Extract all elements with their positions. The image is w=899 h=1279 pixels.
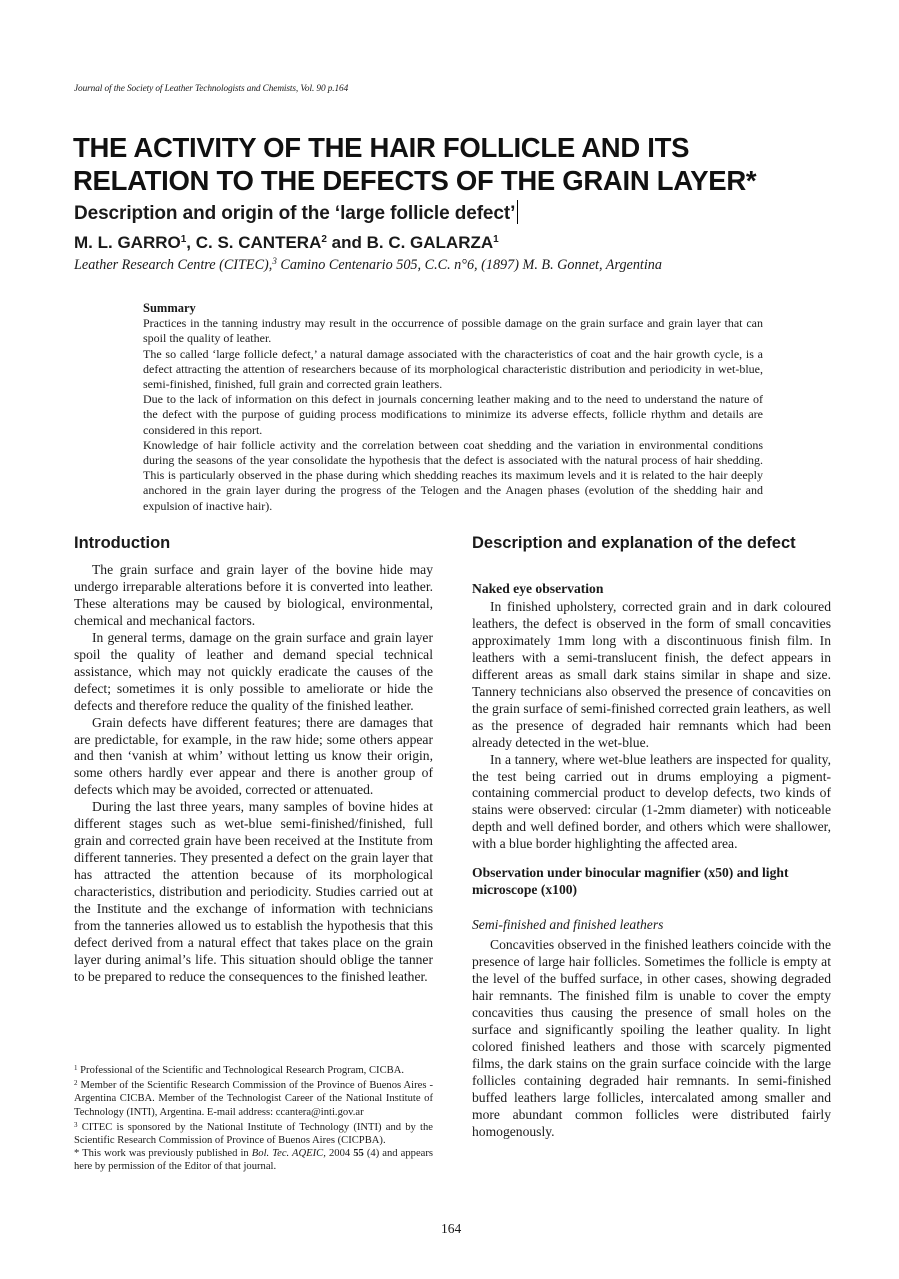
naked-eye-heading: Naked eye observation (472, 581, 604, 596)
footnote-text: * This work was previously published in (74, 1148, 252, 1160)
author-name: M. L. GARRO (74, 233, 181, 252)
author-affiliation-mark: 2 (321, 234, 327, 245)
summary-section (143, 301, 763, 514)
footnote-text: (4) and appears here by permission of the Editor of that journal. (74, 1148, 433, 1173)
author-separator: , (186, 233, 196, 252)
left-column (74, 533, 433, 986)
affiliation (74, 256, 662, 274)
author-affiliation-mark: 1 (493, 234, 499, 245)
footnote (74, 1062, 433, 1077)
footnote-mark: 1 (74, 1064, 78, 1072)
footnote-mark: 2 (74, 1079, 78, 1088)
footnote-text: Professional of the Scientific and Technological Research Program, CICBA. (77, 1065, 405, 1076)
running-head: Journal of the Society of Leather Technologists and Chemists, Vol. 90 p.164 (74, 84, 349, 94)
article-title (73, 131, 833, 197)
summary-paragraph: The so called ‘large follicle defect,’ a natural damage associated with the characteristics of coat and the hair growth cycle, is a defect attracting the attention of researchers because of its morphological characteristic distribution and periodicity in wet-blue, semi-finished, finished, full grain and corrected grain leathers. (143, 346, 763, 392)
body-paragraph: During the last three years, many samples of bovine hides at different stages such as wet-blue semi-finished/finished, full grain and corrected grain have been received at the Institute from different tanneries. They presented a defect on the grain layer that has attracted the attention because of its morphological characteristics, distribution and periodicity. Studies carried out at the Institute and the exchange of information with technicians from the tanneries allowed us to establish the hypothesis that this defect derived from a natural effect that takes place on the grain layer during animal’s life. This situation should oblige the tanner to be prepared to reduce the consequences to the finished leather. (74, 799, 433, 984)
article-subtitle (74, 200, 518, 225)
journal-name: Bol. Tec. AQEIC, (251, 1148, 326, 1160)
footnote (74, 1147, 433, 1173)
text-cursor (517, 200, 518, 224)
footnote (74, 1077, 433, 1119)
body-paragraph: Grain defects have different features; there are damages that are predictable, for example, in the raw hide; some others appear and then ‘vanish at whim’ without letting us know their origin, some others hardly ever appear and there is another group of defects which may be avoided, corrected or attenuated. (74, 714, 433, 798)
author-name: B. C. GALARZA (366, 233, 494, 252)
right-column (472, 533, 831, 1141)
author-name: C. S. CANTERA (195, 233, 322, 252)
journal-volume: 55 (353, 1148, 364, 1160)
affiliation-footnote-mark: 3 (272, 256, 277, 266)
microscope-heading: Observation under binocular magnifier (x50) and light microscope (x100) (472, 865, 789, 898)
author-list (74, 233, 499, 253)
footnote-text: Member of the Scientific Research Commission of the Province of Buenos Aires - Argentina CICBA. Member of the Technologist Career of the National Institute of Technology (INTI), Argentina. E-mail address: ccantera@inti.gov.ar (74, 1080, 433, 1118)
summary-paragraph: Knowledge of hair follicle activity and the correlation between coat shedding and the variation in environmental conditions during the seasons of the year consolidate the hypothesis that the defect is associated with the natural process of hair shedding. This is particularly observed in the phase during which shedding reaches its maximum levels and it is related to the hair deeply anchored in the grain layer during the progress of the Telogen and the Anagen phases (evolution of the shedding hair and expulsion of inactive hair). (143, 437, 763, 513)
summary-paragraph: Practices in the tanning industry may result in the occurrence of possible damage on the grain surface and grain layer that can spoil the quality of leather. (143, 316, 763, 346)
description-heading: Description and explanation of the defect (472, 534, 796, 552)
affiliation-institution: Leather Research Centre (CITEC), (74, 257, 273, 273)
page-number: 164 (441, 1221, 462, 1236)
body-paragraph: In a tannery, where wet-blue leathers are inspected for quality, the test being carried out in drums employing a pigment-containing commercial product to develop defects, two kinds of stains were observed: circular (1-2mm diameter) with noticeable depth and well defined border, and others which were shallower, with a blue border highlighting the affected area. (472, 751, 831, 852)
body-paragraph: In finished upholstery, corrected grain and in dark coloured leathers, the defect is observed in the form of small concavities approximately 1mm long with a discontinuous finish film. In leathers with a semi-translucent finish, the defect appears in different areas as small dark stains similar in shape and size. Tannery technicians also observed the presence of concavities on the grain surface of semi-finished corrected grain leathers, as well as the presence of degraded hair remnants which had been already detected in the wet-blue. (472, 599, 831, 750)
body-paragraph: The grain surface and grain layer of the bovine hide may undergo irreparable alterations before it is converted into leather. These alterations may be caused by biological, environmental, chemical and mechanical factors. (74, 562, 433, 628)
author-affiliation-mark: 1 (180, 234, 187, 245)
introduction-heading: Introduction (74, 534, 171, 552)
footnote-mark: 3 (74, 1120, 78, 1129)
footnote (74, 1119, 433, 1147)
footnote-year: 2004 (325, 1148, 354, 1160)
subtitle-text: Description and origin of the ‘large follicle defect’ (74, 203, 516, 224)
title-line-1: THE ACTIVITY OF THE HAIR FOLLICLE AND ITS (73, 132, 690, 163)
footnotes (74, 1062, 433, 1174)
title-line-2: RELATION TO THE DEFECTS OF THE GRAIN LAYER* (73, 165, 757, 196)
body-paragraph: Concavities observed in the finished leathers coincide with the presence of large hair follicles. Sometimes the follicle is empty at the level of the buffed surface, in other cases, showing degraded hair remnants. The finished film is unable to cover the empty concavities thus causing the presence of small holes on the surface and significantly spoiling the leather quality. In light colored finished leathers and those with scarcely pigmented films, the dark stains on the grain surface coincide with the large follicles containing degraded hair remnants. In semi-finished buffed leathers large follicles, intercalated among smaller and more abundant common follicles were distributed fairly homogenously. (472, 937, 831, 1139)
author-separator: and (326, 233, 367, 252)
body-paragraph: In general terms, damage on the grain surface and grain layer spoil the quality of leather and demand special technical assistance, which may not quickly eradicate the causes of the defect; sometimes it is only possible to ameliorate or hide the defects and therefore reduce the quality of the finished leather. (74, 629, 433, 713)
affiliation-address: Camino Centenario 505, C.C. n°6, (1897) M. B. Gonnet, Argentina (276, 257, 662, 273)
footnote-text: CITEC is sponsored by the National Institute of Technology (INTI) and by the Scientific Research Commission of Province of Buenos Aires (CICPBA). (74, 1121, 433, 1147)
summary-heading: Summary (143, 301, 196, 315)
semi-finished-heading: Semi-finished and finished leathers (472, 917, 664, 933)
summary-paragraph: Due to the lack of information on this defect in journals concerning leather making and to the need to understand the nature of the defect with the purpose of guiding process modifications to minimize its adverse effects, follicle rhythm and details are considered in this report. (143, 392, 763, 437)
